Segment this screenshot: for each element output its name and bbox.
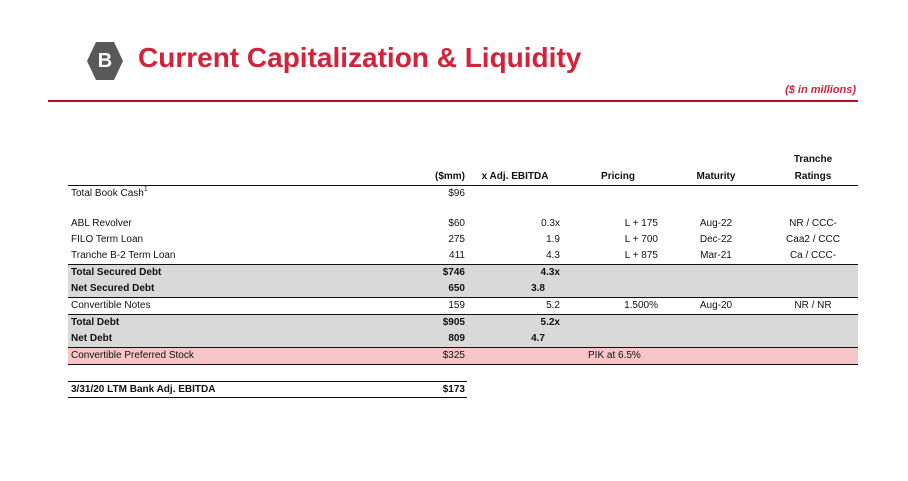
section-badge-letter: B	[97, 50, 113, 72]
row-ebitda: 5.2	[546, 300, 560, 311]
col-header-ratings-line2: Ratings	[794, 171, 832, 182]
ltm-value: $173	[442, 384, 465, 395]
row-label: Net Debt	[71, 333, 113, 344]
row-ebitda: 4.3	[546, 250, 560, 261]
row-ratings: NR / NR	[794, 300, 832, 311]
col-header-mm: ($mm)	[434, 171, 465, 182]
row-label: Tranche B-2 Term Loan	[71, 250, 176, 261]
units-note: ($ in millions)	[785, 84, 856, 96]
book-cash-label: Total Book Cash	[71, 188, 144, 199]
row-ratings: Ca / CCC-	[789, 250, 837, 261]
table-row-net-debt	[68, 331, 858, 348]
col-header-maturity: Maturity	[696, 171, 736, 182]
row-ebitda: 4.7	[531, 333, 545, 344]
table-header-row-1	[68, 152, 858, 168]
book-cash-value: $96	[448, 188, 465, 199]
row-label: Total Secured Debt	[71, 267, 162, 278]
table-row-convertible	[68, 298, 858, 314]
row-mm: 809	[448, 333, 465, 344]
table-row-preferred	[68, 348, 858, 365]
footnote-marker: 1	[143, 186, 148, 193]
row-mm: $905	[442, 317, 465, 328]
ltm-label: 3/31/20 LTM Bank Adj. EBITDA	[71, 384, 216, 395]
col-header-pricing: Pricing	[601, 171, 635, 182]
table-row-book-cash	[68, 186, 858, 202]
table-row-net-secured	[68, 281, 858, 298]
table-row	[68, 216, 858, 232]
title-divider	[48, 100, 858, 102]
row-ebitda: 0.3x	[541, 218, 560, 229]
col-header-ratings-line1: Tranche	[793, 154, 833, 165]
col-header-ebitda: x Adj. EBITDA	[481, 171, 549, 182]
row-label: Convertible Preferred Stock	[71, 350, 194, 361]
table-row-total-secured	[68, 264, 858, 281]
row-maturity: Mar-21	[700, 250, 732, 261]
row-mm: 159	[448, 300, 465, 311]
capitalization-table	[68, 152, 858, 365]
row-label: Net Secured Debt	[71, 283, 155, 294]
row-pricing: L + 875	[624, 250, 658, 261]
row-ebitda: 4.3x	[540, 267, 560, 278]
row-label: ABL Revolver	[71, 218, 132, 229]
row-ratings: Caa2 / CCC	[786, 234, 840, 245]
row-mm: $325	[442, 350, 465, 361]
spacer	[68, 202, 858, 216]
ltm-ebitda-row	[68, 381, 467, 398]
row-pricing: L + 700	[624, 234, 658, 245]
row-pricing: PIK at 6.5%	[588, 350, 641, 361]
row-maturity: Aug-20	[699, 300, 733, 311]
table-row-total-debt	[68, 314, 858, 331]
row-label: Convertible Notes	[71, 300, 151, 311]
row-mm: 275	[448, 234, 465, 245]
table-header-row-2	[68, 168, 858, 186]
row-ebitda: 5.2x	[540, 317, 560, 328]
row-pricing: 1.500%	[624, 300, 658, 311]
row-pricing: L + 175	[624, 218, 658, 229]
row-mm: 650	[448, 283, 465, 294]
row-mm: $746	[442, 267, 465, 278]
table-row	[68, 248, 858, 264]
row-ebitda: 1.9	[546, 234, 560, 245]
row-maturity: Aug-22	[699, 218, 733, 229]
row-maturity: Dec-22	[699, 234, 733, 245]
row-label: Total Debt	[71, 317, 120, 328]
row-mm: 411	[449, 250, 465, 261]
table-row	[68, 232, 858, 248]
row-ebitda: 3.8	[531, 283, 545, 294]
row-ratings: NR / CCC-	[789, 218, 837, 229]
row-mm: $60	[448, 218, 465, 229]
row-label: FILO Term Loan	[71, 234, 144, 245]
page-title: Current Capitalization & Liquidity	[138, 42, 582, 73]
